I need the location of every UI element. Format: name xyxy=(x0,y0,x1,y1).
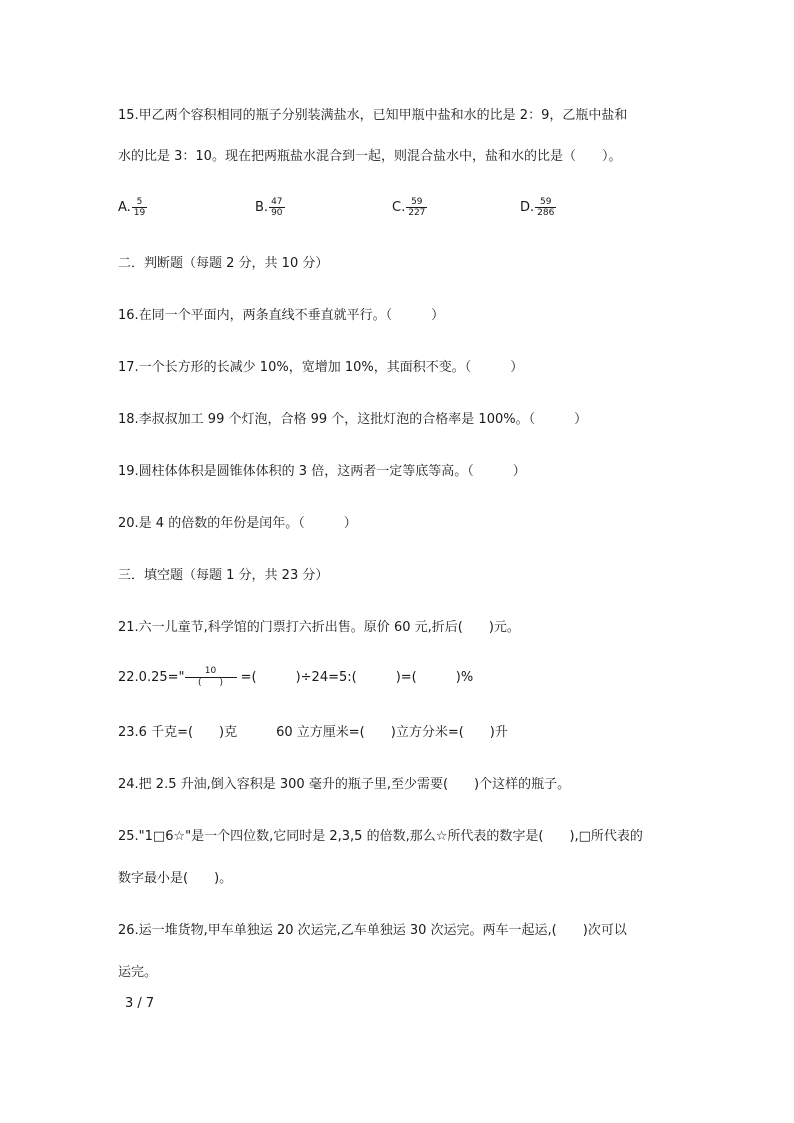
section3-title: 三．填空题（每题 1 分，共 23 分） xyxy=(118,568,329,583)
fraction: $\frac{10}{( )}$ xyxy=(185,666,237,689)
q20: 20.是 4 的倍数的年份是闰年。（ ） xyxy=(118,516,357,531)
q26-line1: 26.运一堆货物,甲车单独运 20 次运完,乙车单独运 30 次运完。两车一起运,( )次可以 xyxy=(118,923,627,938)
section2-title: 二．判断题（每题 2 分，共 10 分） xyxy=(118,256,329,271)
q25-line2: 数字最小是( )。 xyxy=(118,871,233,886)
q15-line1: 15.甲乙两个容积相同的瓶子分别装满盐水，已知甲瓶中盐和水的比是 2：9，乙瓶中盐和 xyxy=(118,108,628,123)
q23: 23.6 千克=( )克 60 立方厘米=( )立方分米=( )升 xyxy=(118,725,508,740)
q21: 21.六一儿童节,科学馆的门票打六折出售。原价 60 元,折后( )元。 xyxy=(118,620,520,635)
q25-line1: 25."1□6☆"是一个四位数,它同时是 2,3,5 的倍数,那么☆所代表的数字是( ),□所代表的 xyxy=(118,829,643,844)
q15-option-a: A. $\frac{5}{19}$ xyxy=(118,197,146,218)
q26-line2: 运完。 xyxy=(118,965,158,980)
q15-option-c: C. $\frac{59}{227}$ xyxy=(392,197,426,218)
fraction: $\frac{5}{19}$ xyxy=(133,197,146,218)
q22: 22.0.25=" $\frac{10}{( )}$ =( )÷24=5:( )=( )% xyxy=(118,666,474,688)
q24: 24.把 2.5 升油,倒入容积是 300 毫升的瓶子里,至少需要( )个这样的瓶子。 xyxy=(118,777,571,792)
q19: 19.圆柱体体积是圆锥体体积的 3 倍，这两者一定等底等高。（ ） xyxy=(118,464,526,479)
fraction: $\frac{59}{286}$ xyxy=(537,197,555,218)
q17: 17.一个长方形的长减少 10%，宽增加 10%，其面积不变。（ ） xyxy=(118,360,524,375)
fraction: $\frac{59}{227}$ xyxy=(408,197,426,218)
q18: 18.李叔叔加工 99 个灯泡，合格 99 个，这批灯泡的合格率是 100%。（ ） xyxy=(118,412,588,427)
fraction: $\frac{47}{90}$ xyxy=(271,197,283,218)
q15-line2: 水的比是 3：10。现在把两瓶盐水混合到一起，则混合盐水中，盐和水的比是（ ）。 xyxy=(118,149,622,164)
q16: 16.在同一个平面内，两条直线不垂直就平行。（ ） xyxy=(118,308,445,323)
q15-option-d: D. $\frac{59}{286}$ xyxy=(520,197,555,218)
q15-option-b: B. $\frac{47}{90}$ xyxy=(255,197,283,218)
page-number: 3 / 7 xyxy=(125,996,155,1011)
